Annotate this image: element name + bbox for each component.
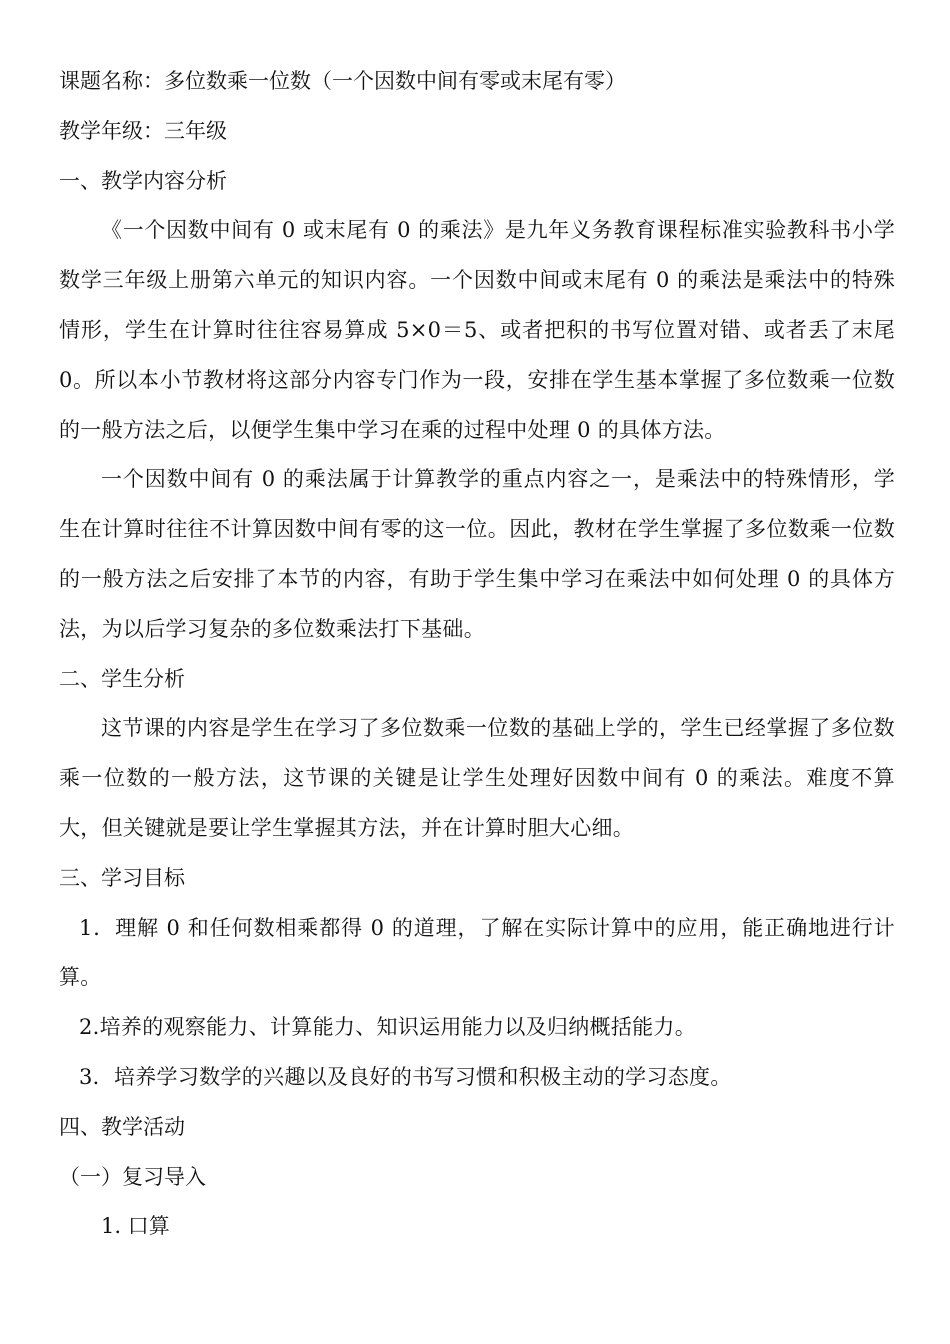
learning-goal-item: 1．理解 0 和任何数相乘都得 0 的道理，了解在实际计算中的应用，能正确地进行计算。 xyxy=(59,915,895,990)
learning-goal-item: 2.培养的观察能力、计算能力、知识运用能力以及归纳概括能力。 xyxy=(79,1015,697,1040)
paragraph-content-analysis-2: 一个因数中间有 0 的乘法属于计算教学的重点内容之一，是乘法中的特殊情形，学生在计算时往往不计算因数中间有零的这一位。因此，教材在学生掌握了多位数乘一位数的一般方法之后安排了本节的内容，有助于学生集中学习在乘法中如何处理 0 的具体方法，为以后学习复杂的多位数乘法打下基础。 xyxy=(59,467,895,641)
lesson-grade: 教学年级：三年级 xyxy=(59,118,227,143)
paragraph-content-analysis-1: 《一个因数中间有 0 或末尾有 0 的乘法》是九年义务教育课程标准实验教科书小学数学三年级上册第六单元的知识内容。一个因数中间或末尾有 0 的乘法是乘法中的特殊情形，学生在计算时往往容易算成 5×0＝5、或者把积的书写位置对错、或者丢了末尾 0。所以本小节教材将这部分内容专门作为一段，安排在学生基本掌握了多位数乘一位数的一般方法之后，以便学生集中学习在乘的过程中处理 0 的具体方法。 xyxy=(59,218,895,442)
section-heading-teaching-activities: 四、教学活动 xyxy=(59,1114,185,1139)
section-heading-content-analysis: 一、教学内容分析 xyxy=(59,168,227,193)
lesson-title: 课题名称：多位数乘一位数（一个因数中间有零或末尾有零） xyxy=(59,69,626,93)
learning-goal-item: 3．培养学习数学的兴趣以及良好的书写习惯和积极主动的学习态度。 xyxy=(79,1064,732,1089)
document-page xyxy=(59,57,895,1252)
subsection-heading-review: （一）复习导入 xyxy=(59,1164,206,1189)
section-heading-student-analysis: 二、学生分析 xyxy=(59,666,185,691)
subsection-item-mental-math: 1. 口算 xyxy=(101,1214,170,1239)
section-heading-learning-goals: 三、学习目标 xyxy=(59,865,185,890)
paragraph-student-analysis: 这节课的内容是学生在学习了多位数乘一位数的基础上学的，学生已经掌握了多位数乘一位数的一般方法，这节课的关键是让学生处理好因数中间有 0 的乘法。难度不算大，但关键就是要让学生掌握其方法，并在计算时胆大心细。 xyxy=(59,716,895,840)
